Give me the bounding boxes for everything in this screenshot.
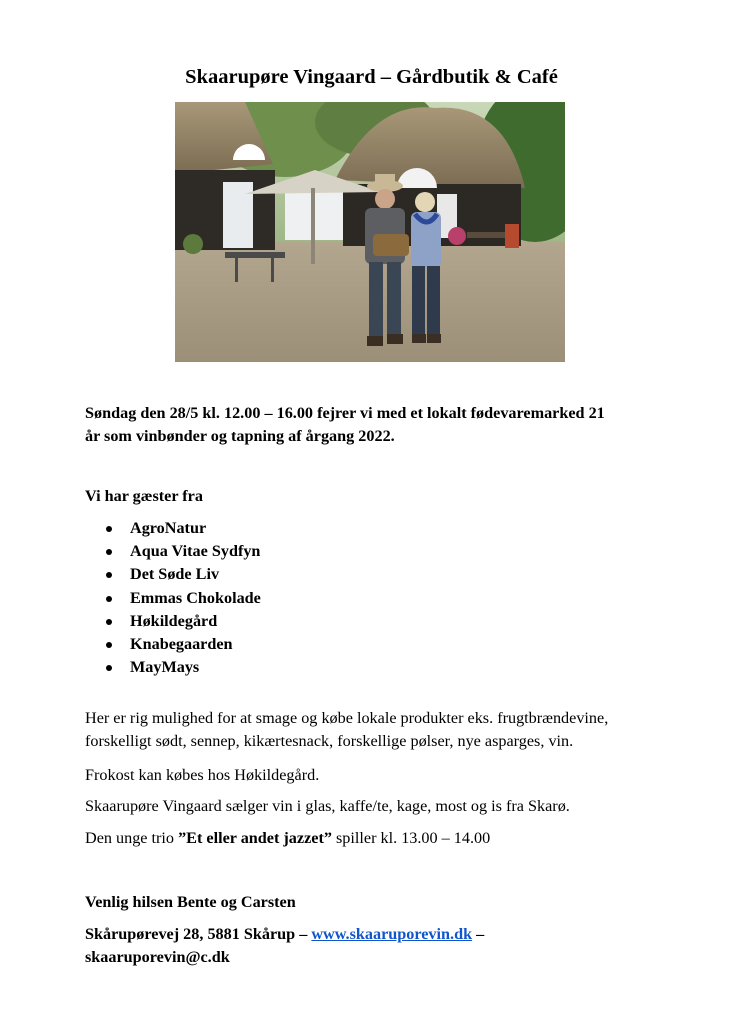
list-item: Aqua Vitae Sydfyn: [85, 540, 261, 563]
address: Skårupørevej 28, 5881 Skårup –: [85, 925, 312, 943]
list-item: AgroNatur: [85, 517, 261, 540]
page-title: Skaarupøre Vingaard – Gårdbutik & Café: [185, 66, 558, 88]
guest-list: [85, 517, 261, 679]
list-item: Knabegaarden: [85, 633, 261, 656]
bullet-icon: [106, 549, 112, 555]
signoff: Venlig hilsen Bente og Carsten: [85, 893, 296, 911]
products-line-1: Her er rig mulighed for at smage og købe lokale produkter eks. frugtbrændevine,: [85, 709, 609, 727]
bullet-icon: [106, 526, 112, 532]
lunch-text: Frokost kan købes hos Høkildegård.: [85, 766, 320, 784]
bullet-icon: [106, 596, 112, 602]
bullet-icon: [106, 619, 112, 625]
band-name: ”Et eller andet jazzet”: [178, 829, 332, 847]
intro-line-1: Søndag den 28/5 kl. 12.00 – 16.00 fejrer vi med et lokalt fødevaremarked 21: [85, 404, 605, 422]
website-link[interactable]: www.skaaruporevin.dk: [311, 925, 473, 943]
email-text: skaaruporevin@c.dk: [85, 948, 230, 966]
list-item: Høkildegård: [85, 610, 261, 633]
list-item: Emmas Chokolade: [85, 587, 261, 610]
bullet-icon: [106, 642, 112, 648]
farm-photo: [175, 102, 565, 362]
sales-text: Skaarupøre Vingaard sælger vin i glas, kaffe/te, kage, most og is fra Skarø.: [85, 797, 570, 815]
address-line: Skårupørevej 28, 5881 Skårup – www.skaaruporevin.dk –: [85, 925, 485, 943]
guests-heading: Vi har gæster fra: [85, 487, 203, 505]
intro-line-2: år som vinbønder og tapning af årgang 2022.: [85, 427, 395, 445]
bullet-icon: [106, 665, 112, 671]
list-item: MayMays: [85, 656, 261, 679]
products-line-2: forskelligt sødt, sennep, kikærtesnack, forskellige pølser, nye asparges, vin.: [85, 732, 574, 750]
bullet-icon: [106, 572, 112, 578]
music-text: Den unge trio ”Et eller andet jazzet” spiller kl. 13.00 – 14.00: [85, 829, 491, 847]
list-item: Det Søde Liv: [85, 563, 261, 586]
